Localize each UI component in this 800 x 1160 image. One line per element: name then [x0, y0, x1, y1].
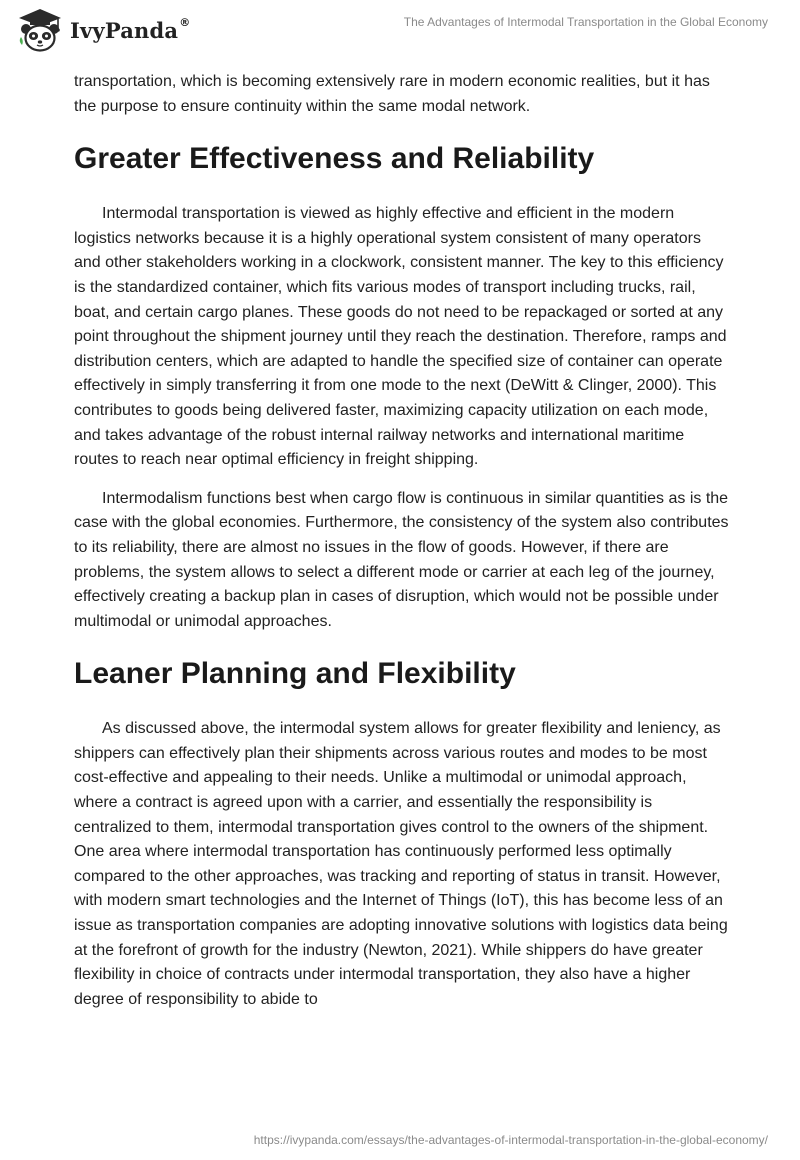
paragraph: Intermodalism functions best when cargo flow is continuous in similar quantities as is the case with the global economies. Furthermore, the consistency of the system also contributes to its reliability, there are almost no issues in the flow of goods. However, if there are problems, the system allows to select a different mode or carrier at each leg of the journey, effectively creating a backup plan in cases of disruption, which would not be possible under multimodal or unimodal approaches. [74, 489, 729, 630]
source-url-link[interactable]: https://ivypanda.com/essays/the-advantages-of-intermodal-transportation-in-the-global-economy/ [253, 1133, 768, 1147]
ivypanda-logo[interactable] [16, 7, 190, 53]
logo-text [70, 15, 191, 43]
panda-icon [16, 7, 64, 53]
registered-mark: ® [179, 15, 191, 29]
section-heading-effectiveness: Greater Effectiveness and Reliability [74, 142, 595, 176]
section-heading-flexibility: Leaner Planning and Flexibility [74, 657, 516, 691]
article-body [74, 70, 730, 1026]
intro-paragraph: transportation, which is becoming extensively rare in modern economic realities, but it has the purpose to ensure continuity within the same modal network. [74, 73, 710, 115]
document-title: The Advantages of Intermodal Transportation in the Global Economy [403, 15, 768, 29]
logo-wordmark: IvyPanda [70, 17, 179, 43]
paragraph: Intermodal transportation is viewed as highly effective and efficient in the modern logistics networks because it is a highly operational system consistent of many operators and other stakeholders working in a clockwork, consistent manner. The key to this efficiency is the standardized container, which fits various modes of transport including trucks, rail, boat, and certain cargo planes. These goods do not need to be repackaged or sorted at any point throughout the shipment journey until they reach the destination. Therefore, ramps and distribution centers, which are adapted to handle the specified size of container can operate effectively in simply transferring it from one mode to the next (DeWitt & Clinger, 2000). This contributes to goods being delivered faster, maximizing capacity utilization on each mode, and takes advantage of the robust internal railway networks and international maritime routes to reach near optimal efficiency in freight shipping. [74, 205, 727, 469]
paragraph: As discussed above, the intermodal system allows for greater flexibility and leniency, as shippers can effectively plan their shipments across various routes and modes to be most cost-effective and appealing to their needs. Unlike a multimodal or unimodal approach, where a contract is agreed upon with a carrier, and essentially the responsibility is centralized to them, intermodal transportation gives control to the owners of the shipment. One area where intermodal transportation has continuously performed less optimally compared to the other approaches, was tracking and reporting of status in transit. However, with modern smart technologies and the Internet of Things (IoT), this has become less of an issue as transportation companies are adopting innovative solutions with logistics data being at the forefront of growth for the industry (Newton, 2021). While shippers do have greater flexibility in choice of contracts under intermodal transportation, they also have a higher degree of responsibility to abide to [74, 720, 728, 1008]
page-header [0, 0, 800, 60]
